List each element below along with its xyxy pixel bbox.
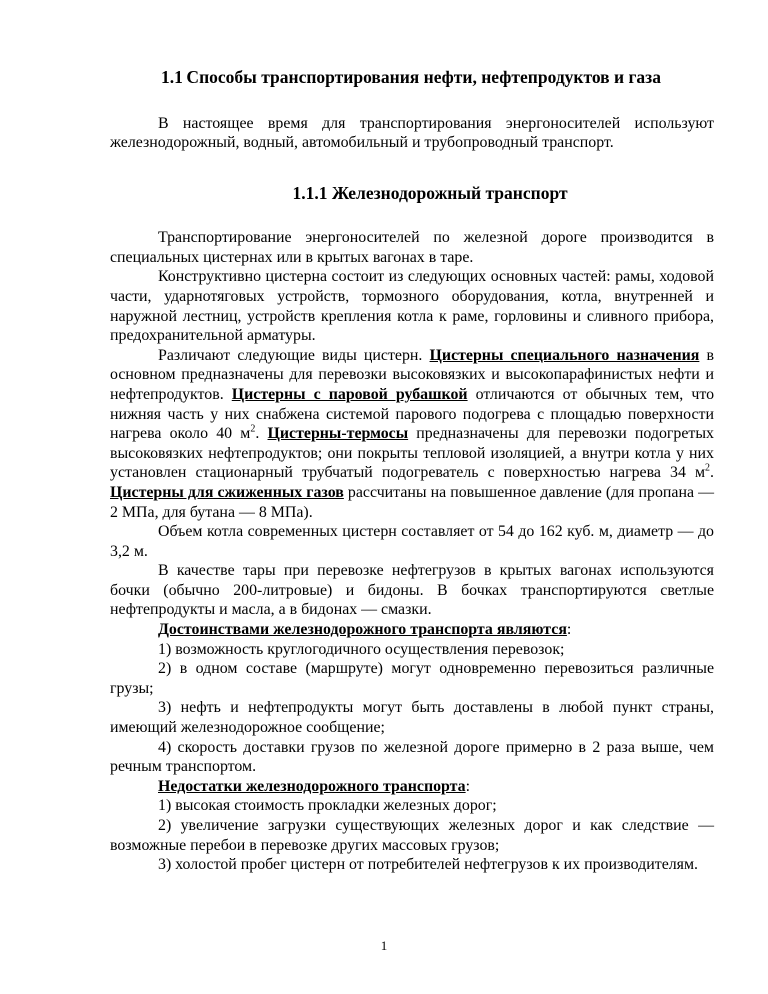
disadvantages-heading: Недостатки железнодорожного транспорта — [158, 777, 466, 795]
paragraph-transport: Транспортирование энергоносителей по железной дороге производится в специальных цистернах или в крытых вагонах в таре. — [110, 229, 714, 266]
list-item: 3) нефть и нефтепродукты могут быть доставлены в любой пункт страны, имеющий железнодорожное сообщение; — [110, 699, 714, 737]
text-run: в основном предназначены для перевозки высоковязких и высокопарафинистых нефти и нефтепродуктов. — [110, 346, 714, 403]
list-item: 2) увеличение загрузки существующих железных дорог и как следствие — возможные перебои в перевозке других массовых грузов; — [110, 817, 714, 854]
list-item: 4) скорость доставки грузов по железной дороге примерно в 2 раза выше, чем речным транспортом. — [110, 738, 714, 776]
superscript: 2 — [705, 463, 711, 475]
subsection-title: 1.1.1 Железнодорожный транспорт — [292, 182, 568, 203]
term-steam-jacket-tanks: Цистерны с паровой рубашкой — [231, 385, 468, 403]
paragraph-tank-types — [110, 346, 714, 522]
superscript: 2 — [250, 423, 256, 435]
list-item: 3) холостой пробег цистерн от потребителей нефтегрузов к их производителям. — [158, 856, 699, 874]
paragraph-construction: Конструктивно цистерна состоит из следующих основных частей: рамы, ходовой части, ударнотяговых устройств, тормозного оборудования, котла, внутренней и наружной лестниц, устройств крепления котла к раме, горловины и сливного прибора, предохранительной арматуры. — [110, 268, 714, 345]
advantages-heading: Достоинствами железнодорожного транспорта являются — [158, 621, 567, 639]
term-thermos-tanks: Цистерны-термосы — [267, 425, 409, 443]
page-number: 1 — [380, 938, 388, 953]
text-run: отличаются от обычных тем, что нижняя часть у них снабжена системой парового подогрева с площадью поверхности нагрева около 40 м — [110, 385, 715, 443]
paragraph-containers: В качестве тары при перевозке нефтегрузов в крытых вагонах используются бочки (обычно 200-литровые) и бидоны. В бочках транспортируются светлые нефтепродукты и масла, а в бидонах — смазки. — [110, 562, 714, 619]
text-run: рассчитаны на повышенное давление (для пропана — 2 МПа, для бутана — 8 МПа). — [110, 483, 714, 521]
list-item: 1) возможность круглогодичного осуществления перевозок; — [158, 640, 565, 658]
document-page — [110, 66, 714, 875]
paragraph-tank-volume: Объем котла современных цистерн составляет от 54 до 162 куб. м, диаметр — до 3,2 м. — [110, 523, 714, 560]
term-special-tanks: Цистерны специального назначения — [429, 346, 700, 364]
text-run: . — [710, 464, 714, 482]
text-run: Различают следующие виды цистерн. — [158, 346, 430, 364]
advantages-heading-line — [110, 620, 714, 640]
section-title: 1.1 Способы транспортирования нефти, нефтепродуктов и газа — [161, 67, 661, 87]
intro-paragraph: В настоящее время для транспортирования энергоносителей используют железнодорожный, водный, автомобильный и трубопроводный транспорт. — [110, 114, 714, 152]
text-run: . — [255, 425, 268, 443]
disadvantages-heading-line — [110, 777, 714, 797]
colon: : — [566, 621, 572, 639]
list-item: 1) высокая стоимость прокладки железных дорог; — [158, 797, 497, 815]
colon: : — [465, 777, 471, 795]
list-item: 2) в одном составе (маршруте) могут одновременно перевозиться различные грузы; — [110, 660, 714, 697]
term-liquefied-gas-tanks: Цистерны для сжиженных газов — [110, 483, 344, 501]
text-run: предназначены для перевозки подогретых высоковязких нефтепродуктов; они покрыты тепловой изоляцией, а внутри котла у них установлен стационарный трубчатый подогреватель с поверхностью нагрева 34 м — [110, 425, 714, 482]
